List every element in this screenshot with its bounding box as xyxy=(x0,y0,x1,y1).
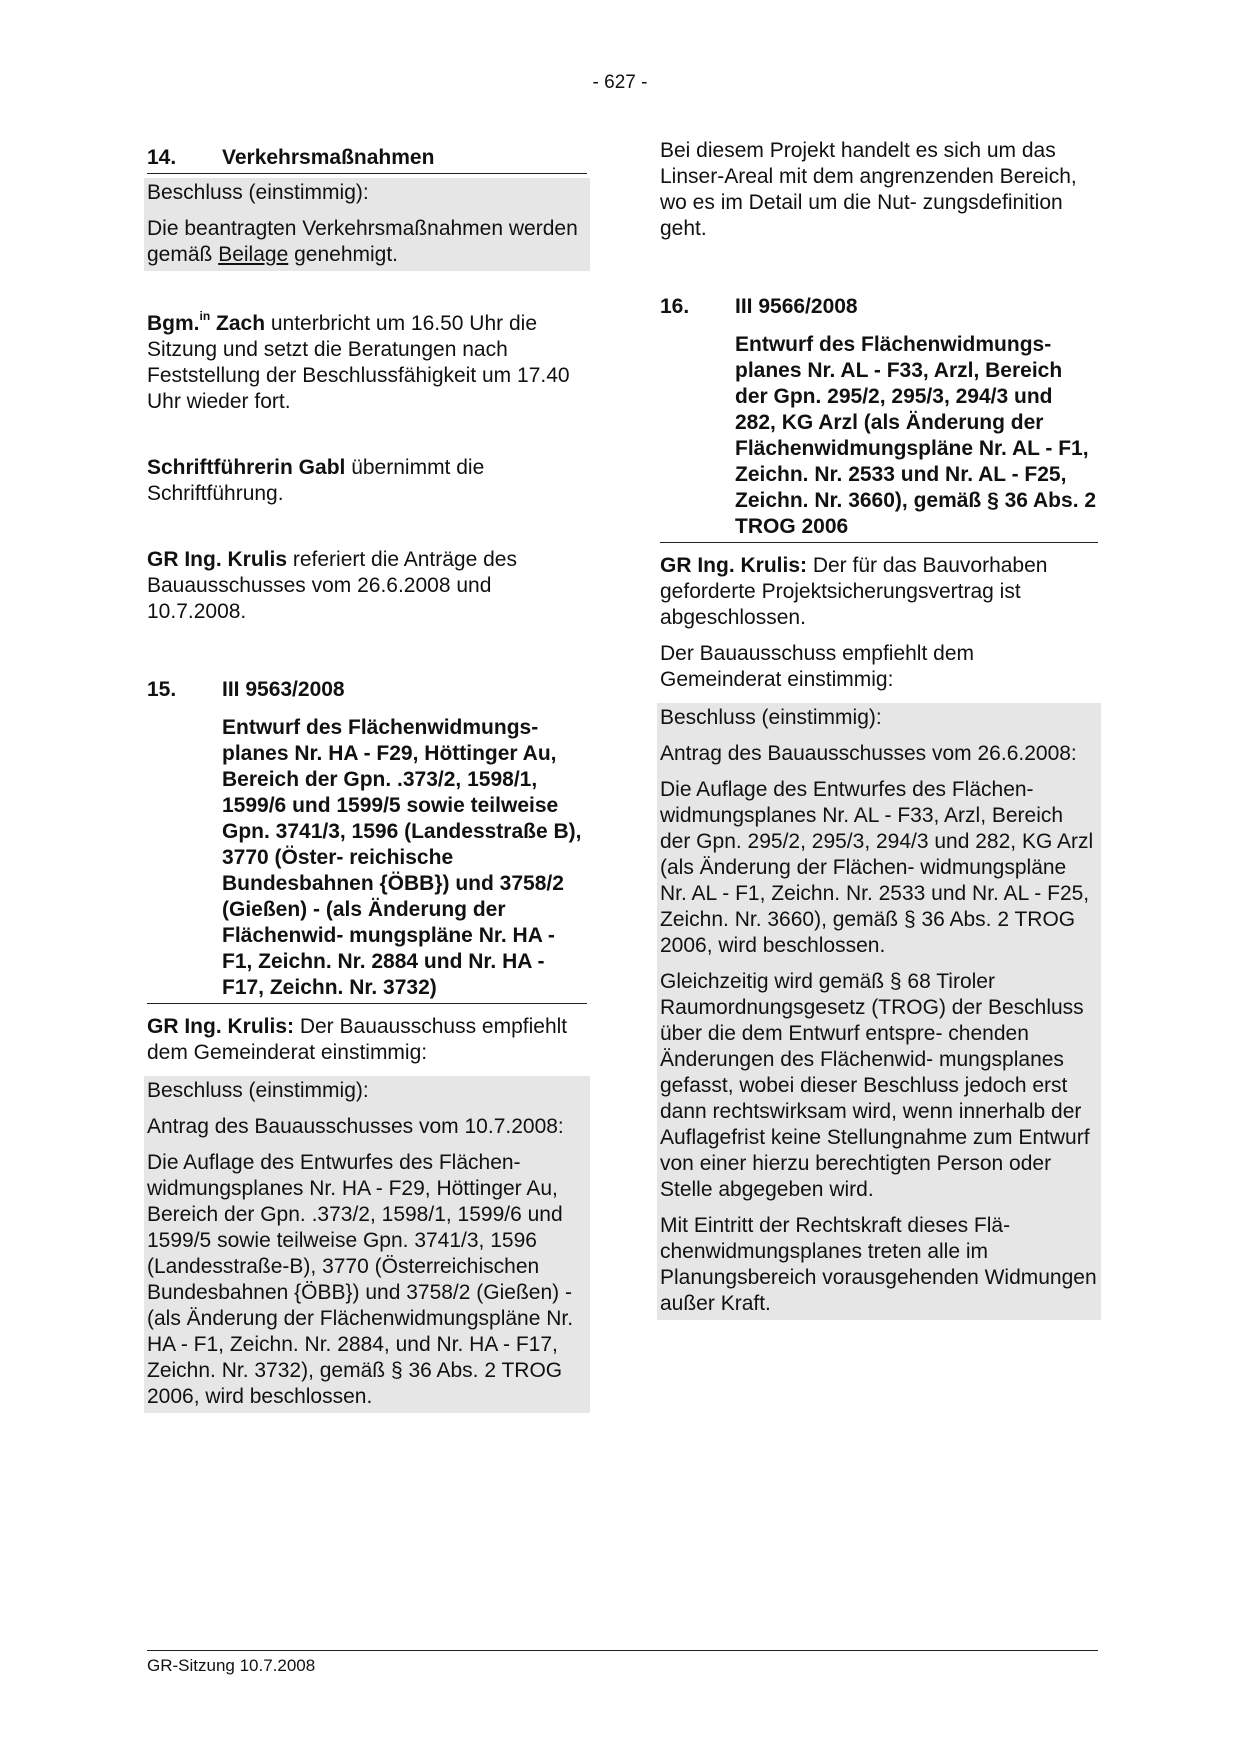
item-reference: III 9566/2008 xyxy=(735,295,858,318)
motion-text: Antrag des Bauausschusses vom 10.7.2008: xyxy=(147,1115,564,1138)
item-16-subject: Entwurf des Flächenwidmungs- planes Nr. AL - F33, Arzl, Bereich der Gpn. 295/2, 295/3, 294/3 und 282, KG Arzl (als Änderung der Flächenwidmungspläne Nr. AL - F1, Zeichn. Nr. 2533 und Nr. AL - F25, Zeichn. Nr. 3660), gemäß § 36 Abs. 2 TROG 2006 xyxy=(735,333,1097,538)
decision-label: Beschluss (einstimmig): xyxy=(660,706,882,729)
item-number: 15. xyxy=(147,678,177,701)
secretary-paragraph: Schriftführerin Gabl übernimmt die Schriftführung. xyxy=(147,456,485,505)
krulis-intro-paragraph: GR Ing. Krulis referiert die Anträge des Bauausschusses vom 26.6.2008 und 10.7.2008. xyxy=(147,548,517,623)
decision-text: Die beantragten Verkehrsmaßnahmen werden gemäß Beilage genehmigt. xyxy=(147,217,578,266)
decision-label: Beschluss (einstimmig): xyxy=(147,181,369,204)
speaker-name: Schriftführerin Gabl xyxy=(147,456,346,479)
speaker-paragraph: GR Ing. Krulis: Der für das Bauvorhaben geforderte Projektsicherungsvertrag ist abgeschlossen. xyxy=(660,554,1048,629)
beilage-link[interactable]: Beilage xyxy=(218,243,289,266)
speaker-name: GR Ing. Krulis: xyxy=(660,554,807,577)
interrupt-paragraph: Bgm.$^{in}$ Zach unterbricht um 16.50 Uhr die Sitzung und setzt die Beratungen nach Feststellung der Beschlussfähigkeit um 17.40 Uhr wieder fort. xyxy=(147,309,570,413)
item-15-heading xyxy=(147,677,587,703)
speaker-name: GR Ing. Krulis xyxy=(147,548,288,571)
decision-box xyxy=(144,178,590,271)
item-number: 16. xyxy=(660,295,690,318)
decision-label: Beschluss (einstimmig): xyxy=(147,1079,369,1102)
speaker-name: Bgm.$^{in}$ Zach xyxy=(147,309,266,335)
item-reference: III 9563/2008 xyxy=(222,678,345,701)
intro-paragraph: Bei diesem Projekt handelt es sich um das Linser-Areal mit dem angrenzenden Bereich, wo es im Detail um die Nut- zungsdefinition geht. xyxy=(660,139,1077,240)
item-15-subject: Entwurf des Flächenwidmungs- planes Nr. HA - F29, Höttinger Au, Bereich der Gpn. .373/2, 1598/1, 1599/6 und 1599/5 sowie teilweise Gpn. 3741/3, 1596 (Landesstraße B), 3770 (Öster- reichische Bundesbahnen {ÖBB}) und 3758/2 (Gießen) - (als Änderung der Flächenwid- mungspläne Nr. HA - F1, Zeichn. Nr. 2884 und Nr. HA - F17, Zeichn. Nr. 3732) xyxy=(222,716,582,999)
item-14-heading xyxy=(147,145,587,174)
left-column xyxy=(147,145,587,1413)
effect-text: Mit Eintritt der Rechtskraft dieses Flä- chenwidmungsplanes treten alle im Planungsbereich vorausgehenden Widmungen außer Kraft. xyxy=(660,1214,1097,1315)
item-number: 14. xyxy=(147,146,177,169)
simultaneous-text: Gleichzeitig wird gemäß § 68 Tiroler Raumordnungsgesetz (TROG) der Beschluss über die dem Entwurf entspre- chenden Änderungen des Flächenwid- mungsplanes gefasst, wobei dieser Beschluss jedoch erst dann rechtswirksam wird, wenn innerhalb der Auflagefrist keine Stellungnahme zum Entwurf von einer hierzu berechtigten Person oder Stelle abgegeben wird. xyxy=(660,970,1090,1201)
speaker-paragraph: GR Ing. Krulis: Der Bauausschuss empfiehlt dem Gemeinderat einstimmig: xyxy=(147,1015,568,1064)
motion-text: Antrag des Bauausschusses vom 26.6.2008: xyxy=(660,742,1077,765)
right-column xyxy=(660,138,1098,1320)
decision-text: Die Auflage des Entwurfes des Flächen- widmungsplanes Nr. HA - F29, Höttinger Au, Bereich der Gpn. .373/2, 1598/1, 1599/6 und 1599/5 sowie teilweise Gpn. 3741/3, 1596 (Landesstraße-B), 3770 (Österreichischen Bundesbahnen {ÖBB}) und 3758/2 (Gießen) - (als Änderung der Flächenwidmungspläne Nr. HA - F1, Zeichn. Nr. 2884, und Nr. HA - F17, Zeichn. Nr. 3732), gemäß § 36 Abs. 2 TROG 2006, wird beschlossen. xyxy=(147,1151,574,1408)
page-number: - 627 - xyxy=(592,72,648,93)
item-16-heading xyxy=(660,294,1098,320)
item-title: Verkehrsmaßnahmen xyxy=(222,146,435,169)
decision-box xyxy=(657,703,1101,1320)
speaker-name: GR Ing. Krulis: xyxy=(147,1015,294,1038)
recommend-paragraph: Der Bauausschuss empfiehlt dem Gemeinderat einstimmig: xyxy=(660,642,974,691)
decision-box xyxy=(144,1076,590,1413)
decision-text: Die Auflage des Entwurfes des Flächen- widmungsplanes Nr. AL - F33, Arzl, Bereich der Gpn. 295/2, 295/3, 294/3 und 282, KG Arzl (als Änderung der Flächen- widmungspläne Nr. AL - F1, Zeichn. Nr. 2533 und Nr. AL - F25, Zeichn. Nr. 3660), gemäß § 36 Abs. 2 TROG 2006, wird beschlossen. xyxy=(660,778,1094,957)
footer: GR-Sitzung 10.7.2008 xyxy=(147,1650,1098,1676)
